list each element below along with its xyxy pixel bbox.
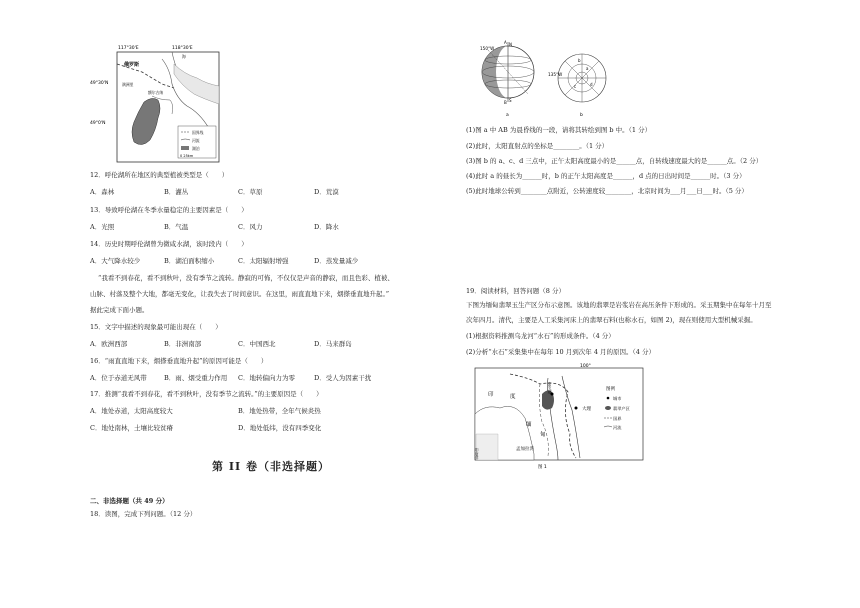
question-13-stem: 13．导致呼伦湖在冬季水量稳定的主要因素是（ ） bbox=[90, 206, 248, 214]
map-legend-border: 国界线 bbox=[192, 130, 204, 135]
svg-text:d: d bbox=[590, 82, 593, 87]
jade-label-bay: 孟加拉湾 bbox=[516, 447, 534, 452]
question-14-stem: 14．历史时期呼伦湖曾为微咸水湖，该时段内（ ） bbox=[90, 240, 248, 248]
q20-item-2: (2)分析“水石”采集集中在每年 10 月到次年 4 月的原因。（4 分） bbox=[466, 348, 655, 356]
q12-option-d: D．荒漠 bbox=[314, 188, 339, 196]
question-15-stem: 15．文字中描述的现象最可能出现在（ ） bbox=[90, 323, 222, 331]
map-city-label: 满洲里 bbox=[122, 82, 134, 87]
q19-item-5: (5)此时地球公转到________点附近，公转速度较________，北京时间为___月___日___时。（5 分） bbox=[466, 187, 748, 195]
q20-para-2: 次年四月。清代，主要是人工采集河床上的翡翠石料(也称水石，如图 2)，现在则使用大型机械采掘。 bbox=[466, 316, 757, 324]
globe-b-caption: b bbox=[580, 113, 583, 118]
q13-option-b: B．气温 bbox=[164, 223, 189, 231]
q12-option-c: C．草原 bbox=[238, 188, 263, 196]
q15-option-a: A．欧洲西部 bbox=[90, 340, 128, 348]
q20-item-1: (1)根据资料推测乌龙河“水石”的形成条件。（4 分） bbox=[466, 332, 615, 340]
map-lat-label-1: 49°30'N bbox=[90, 81, 109, 86]
jade-label-myanmar-1: 缅 bbox=[526, 422, 532, 428]
q16-option-d: D．受人为因素干扰 bbox=[314, 374, 372, 382]
map-lon-label-2: 118°30'E bbox=[172, 46, 193, 51]
map-lon-label-1: 117°30'E bbox=[118, 46, 139, 51]
svg-text:c: c bbox=[574, 84, 577, 89]
q17-option-d: D．地处低纬，没有四季变化 bbox=[238, 424, 322, 432]
globe-side-view bbox=[480, 40, 534, 105]
q14-option-d: D．蒸发量减少 bbox=[314, 257, 359, 265]
q16-option-a: A．位于赤道无风带 bbox=[90, 374, 147, 382]
jade-label-india-2: 度 bbox=[510, 394, 516, 400]
q15-option-b: B．非洲南部 bbox=[164, 340, 202, 348]
question-12-stem: 12．呼伦湖所在地区的典型植被类型是（ ） bbox=[90, 171, 229, 179]
jade-label-myitkyina: 密支那 bbox=[547, 382, 553, 394]
svg-text:S: S bbox=[509, 98, 512, 103]
svg-text:B: B bbox=[504, 100, 507, 105]
map-legend-lake: 湖泊 bbox=[192, 146, 200, 151]
jade-legend-river: 河流 bbox=[613, 425, 622, 430]
q13-option-d: D．降水 bbox=[314, 223, 339, 231]
q16-option-b: B．雨、烟受重力作用 bbox=[164, 374, 228, 382]
svg-text:b: b bbox=[578, 58, 581, 63]
q19-item-4: (4)此时 a 的昼长为______时，b 的正午太阳高度是______，d 点的日出时间是______时。（3 分） bbox=[466, 172, 746, 180]
jade-legend-border: 国界 bbox=[613, 416, 622, 421]
passage-line-2: 山脉、村落及整个大地，都毫无变化，让我失去了时间意识。在这里，雨直直地下来，烟搽垂直地升起。” bbox=[90, 290, 390, 298]
part-2-title: 第 II 卷（非选择题） bbox=[212, 460, 330, 473]
q12-option-b: B．灌丛 bbox=[164, 188, 189, 196]
q19-item-3: (3)图 b 的 a、c、d 三点中，正午太阳高度最小的是______点，自转线速度最大的是______点。（2 分） bbox=[466, 157, 763, 165]
map-lat-label-2: 49°0'N bbox=[90, 121, 106, 126]
q17-option-b: B．地处热带，全年气候炎热 bbox=[238, 407, 321, 415]
q17-option-a: A．地处赤道，太阳高度较大 bbox=[90, 407, 173, 415]
jade-label-dali: 大理 bbox=[582, 407, 591, 412]
map-river-label-2: 额尔古纳 bbox=[148, 90, 164, 95]
globe-figures bbox=[478, 40, 618, 120]
passage-line-1: “我看不到春花，看不到秋叶，没有季节之流转。静寂的可怖，不仅仅是声音的静寂，而且色彩、植被、 bbox=[98, 274, 394, 282]
jade-map-lon: 100° bbox=[580, 364, 591, 369]
jade-fig-caption: 图 1 bbox=[538, 465, 547, 470]
q15-option-d: D．马来群岛 bbox=[314, 340, 352, 348]
q20-intro: 19．阅读材料，回答问题（8 分） bbox=[466, 287, 565, 295]
jade-label-india-1: 印 bbox=[488, 392, 494, 398]
jade-legend-zone: 翡翠产区 bbox=[613, 406, 630, 411]
question-17-stem: 17．推测“我看不到春花，看不到秋叶，没有季节之流转。”的主要原因是（ ） bbox=[90, 390, 323, 398]
q13-option-c: C．风力 bbox=[238, 223, 263, 231]
globe-a-caption: a bbox=[506, 113, 509, 118]
jade-legend-title: 图例 bbox=[606, 387, 615, 392]
q14-option-b: B．湖泊面积缩小 bbox=[164, 257, 215, 265]
svg-text:N: N bbox=[509, 42, 512, 47]
q14-option-a: A．大气降水较少 bbox=[90, 257, 141, 265]
jade-legend-city: 城市 bbox=[613, 396, 622, 401]
question-16-stem: 16．“雨直直地下来，烟搽垂直地升起”的原因可能是（ ） bbox=[90, 357, 268, 365]
jade-label-myanmar-2: 甸 bbox=[540, 432, 546, 438]
question-18-stem: 18．读图，完成下列问题。（12 分） bbox=[90, 510, 197, 518]
q19-item-2: (2)此时，太阳直射点的坐标是________。（1 分） bbox=[466, 142, 609, 150]
q12-option-a: A．森林 bbox=[90, 188, 115, 196]
map-legend-river: 河流 bbox=[192, 138, 200, 143]
q13-option-a: A．光照 bbox=[90, 223, 115, 231]
globe-polar-view bbox=[548, 54, 606, 102]
map-scale: 0 25km bbox=[180, 154, 194, 158]
jade-distribution-map bbox=[470, 364, 650, 474]
section-2-heading: 二、非选择题（共 49 分） bbox=[90, 497, 169, 505]
globe-b-lon: 135°W bbox=[548, 72, 563, 77]
svg-text:A: A bbox=[504, 40, 507, 45]
map-country-label: 俄罗斯 bbox=[124, 62, 140, 68]
q17-option-c: C．地处南林，土壤比较贫瘠 bbox=[90, 424, 173, 432]
q14-option-c: C．太阳辐射增强 bbox=[238, 257, 289, 265]
globe-a-lon: 150°W bbox=[480, 46, 495, 51]
jade-label-ocean: 印度洋 bbox=[474, 448, 480, 460]
svg-text:a: a bbox=[586, 66, 589, 71]
map-river-label-1: 海 bbox=[182, 54, 186, 59]
hulun-lake-map bbox=[90, 44, 222, 166]
q19-item-1: (1)图 a 中 AB 为晨昏线的一段，请将其转绘到图 b 中。（1 分） bbox=[466, 126, 652, 134]
q15-option-c: C．中国西北 bbox=[238, 340, 276, 348]
q16-option-c: C．地转偏向力为零 bbox=[238, 374, 295, 382]
q20-para-1: 下图为缅甸翡翠玉生产区分布示意图。该地的翡翠是岩浆岩在高压条件下形成的。采玉期集中在每年十月至 bbox=[466, 301, 772, 309]
passage-line-3: 据此完成下面小题。 bbox=[90, 306, 149, 314]
